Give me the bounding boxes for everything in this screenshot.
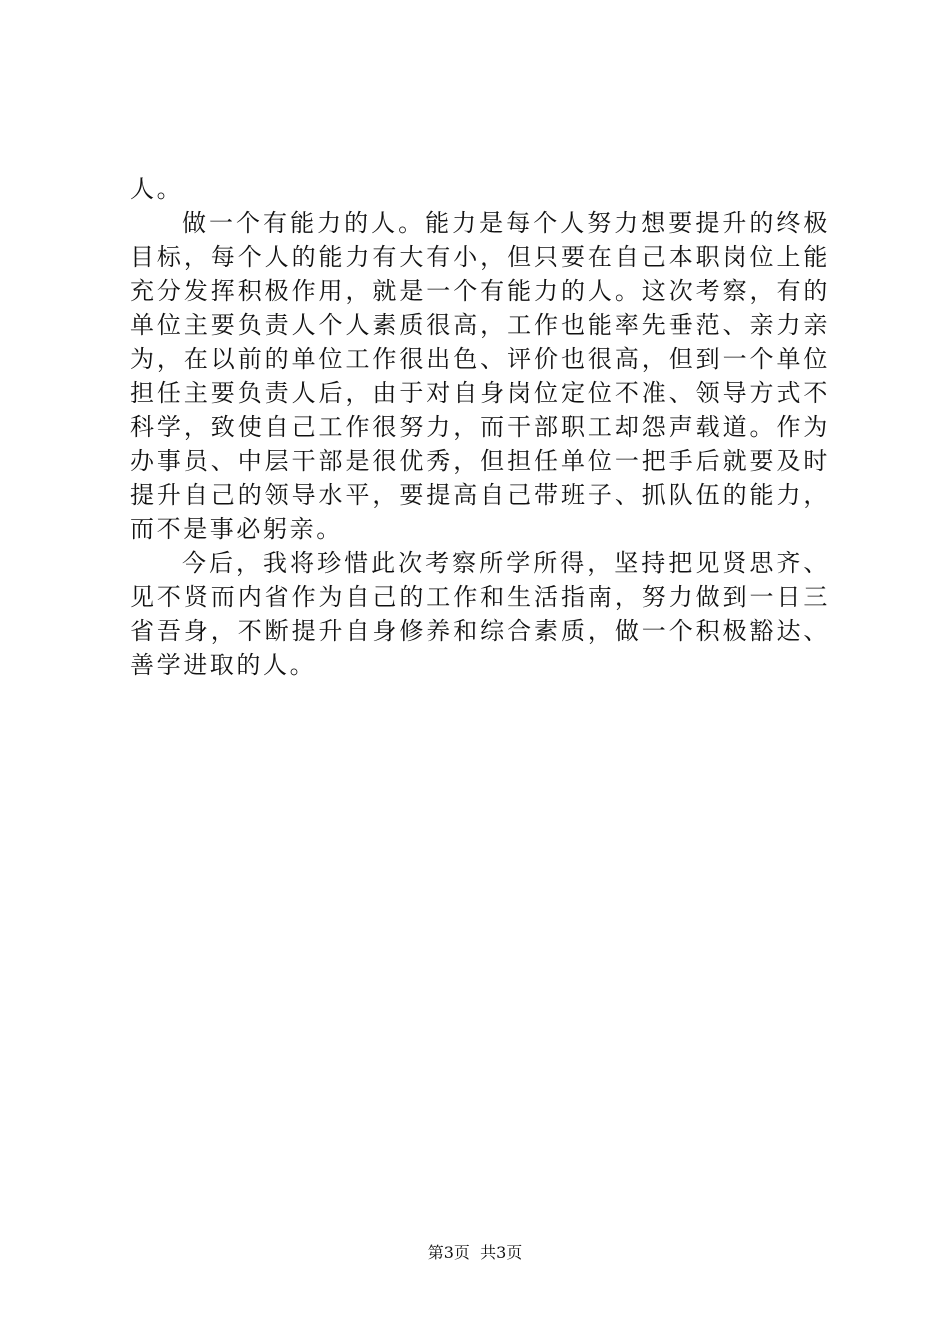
- footer-spacer: [470, 1243, 480, 1262]
- page-number-current: 第3页: [427, 1243, 470, 1262]
- paragraph-continuation: 人。: [130, 175, 184, 203]
- document-body: [130, 172, 830, 682]
- page-footer: [0, 1243, 950, 1263]
- paragraph-ability: 做一个有能力的人。能力是每个人努力想要提升的终极目标，每个人的能力有大有小，但只要在自己本职岗位上能充分发挥积极作用，就是一个有能力的人。这次考察，有的单位主要负责人个人素质很高，工作也能率先垂范、亲力亲为，在以前的单位工作很出色、评价也很高，但到一个单位担任主要负责人后，由于对自身岗位定位不准、领导方式不科学，致使自己工作很努力，而干部职工却怨声载道。作为办事员、中层干部是很优秀，但担任单位一把手后就要及时提升自己的领导水平，要提高自己带班子、抓队伍的能力，而不是事必躬亲。: [130, 209, 830, 543]
- paragraph-conclusion: 今后，我将珍惜此次考察所学所得，坚持把见贤思齐、见不贤而内省作为自己的工作和生活指南，努力做到一日三省吾身，不断提升自身修养和综合素质，做一个积极豁达、善学进取的人。: [130, 549, 830, 679]
- page-number-total: 共3页: [480, 1243, 523, 1262]
